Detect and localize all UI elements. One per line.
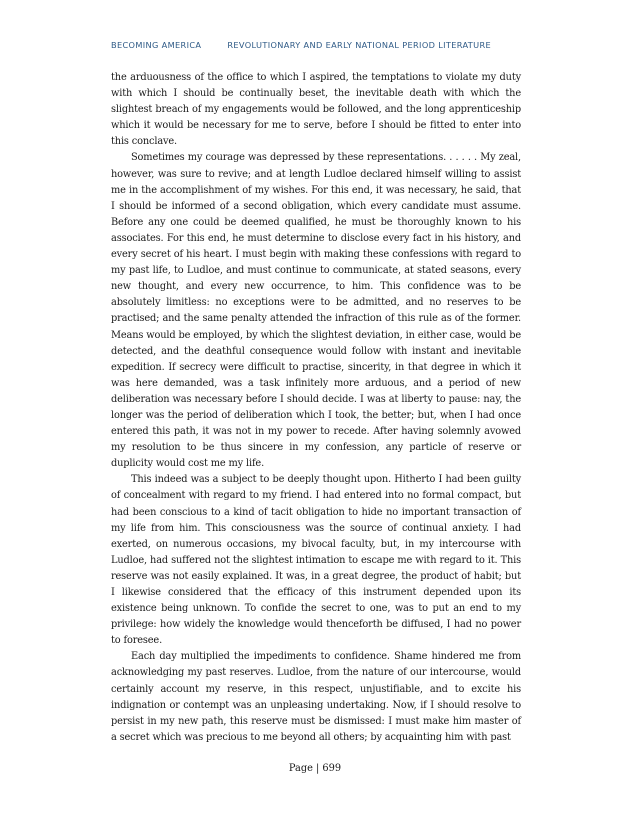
paragraph-4: Each day multiplied the impediments to confidence. Shame hindered me from acknowledging my past reserves. Ludloe, from the nature of our intercourse, would certainly account my reserve, in this respect, unjustifiable, and to excite his indignation or contempt was an unpleasing undertaking. Now, if I should resolve to persist in my new path, this reserve must be dismissed: I must make him master of a secret which was precious to me beyond all others; by acquainting him with past bbox=[111, 651, 521, 743]
paragraph-3: This indeed was a subject to be deeply thought upon. Hitherto I had been guilty of concealment with regard to my friend. I had entered into no formal compact, but had been conscious to a kind of tacit obligation to hide no important transaction of my life from him. This consciousness was the source of continual anxiety. I had exerted, on numerous occasions, my bivocal faculty, but, in my intercourse with Ludloe, had suffered not the slightest intimation to escape me with regard to it. This reserve was not easily explained. It was, in a great degree, the product of habit; but I likewise considered that the efficacy of this instrument depended upon its existence being unknown. To confide the secret to one, was to put an end to my privilege: how widely the knowledge would thenceforth be diffused, I had no power to foresee. bbox=[111, 474, 521, 647]
body-text bbox=[111, 70, 521, 746]
section-title: REVOLUTIONARY AND EARLY NATIONAL PERIOD LITERATURE bbox=[227, 40, 492, 50]
paragraph-2: Sometimes my courage was depressed by these representations. . . . . . My zeal, however, was sure to revive; and at length Ludloe declared himself willing to assist me in the accomplishment of my wishes. For this end, it was necessary, he said, that I should be informed of a second obligation, which every candidate must assume. Before any one could be deemed qualified, he must be thoroughly known to his associates. For this end, he must determine to disclose every fact in his history, and every secret of his heart. I must begin with making these confessions with regard to my past life, to Ludloe, and must continue to communicate, at stated seasons, every new thought, and every new occurrence, to him. This confidence was to be absolutely limitless: no exceptions were to be admitted, and no reserves to be practised; and the same penalty attended the infraction of this rule as of the former. Means would be employed, by which the slightest deviation, in either case, would be detected, and the deathful consequence would follow with instant and inevitable expedition. If secrecy were difficult to practise, sincerity, in that degree in which it was here demanded, was a task infinitely more arduous, and a period of new deliberation was necessary before I should decide. I was at liberty to pause: nay, the longer was the period of deliberation which I took, the better; but, when I had once entered this path, it was not in my power to recede. After having solemnly avowed my resolution to be thus sincere in my confession, any particle of reserve or duplicity would cost me my life. bbox=[111, 152, 521, 470]
running-header bbox=[111, 40, 521, 50]
book-title: BECOMING AMERICA bbox=[111, 40, 202, 50]
page-number: Page | 699 bbox=[288, 763, 342, 774]
paragraph-1: the arduousness of the office to which I aspired, the temptations to violate my duty with which I should be continually beset, the inevitable death with which the slightest breach of my engagements would be followed, and the long apprenticeship which it would be necessary for me to serve, before I should be fitted to enter into this conclave. bbox=[111, 72, 521, 148]
